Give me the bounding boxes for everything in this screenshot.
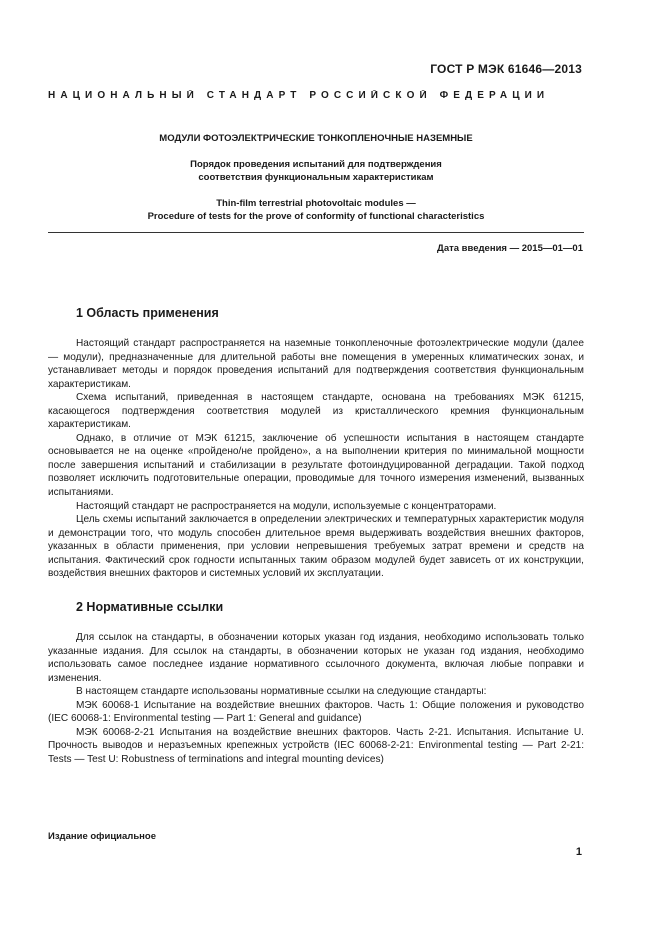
- national-standard-title: НАЦИОНАЛЬНЫЙ СТАНДАРТ РОССИЙСКОЙ ФЕДЕРАЦИИ: [48, 90, 550, 101]
- paragraph: Для ссылок на стандарты, в обозначении которых указан год издания, необходимо использовать только указанные издания. Для ссылок на стандарты, в обозначении которых не указан год издания, необходимо использовать самое последнее издание нормативного ссылочного документа, включая любые поправки и изменения.: [48, 632, 584, 684]
- paragraph: Настоящий стандарт не распространяется на модули, используемые с концентраторами.: [76, 500, 497, 512]
- english-title-line: Thin-film terrestrial photovoltaic modules —: [216, 198, 416, 209]
- standard-subtitle: [48, 158, 584, 184]
- paragraph: Настоящий стандарт распространяется на наземные тонкопленочные фотоэлектрические модули (далее — модули), предназначенные для длительной работы вне помещения в умеренных климатических зонах, и устанавливает методы и порядок проведения испытаний для подтверждения соответствия функциональным характеристикам.: [48, 338, 584, 390]
- separator-line: [48, 232, 584, 233]
- paragraph: Схема испытаний, приведенная в настоящем стандарте, основана на требованиях МЭК 61215, касающегося подтверждения соответствия модулей из кристаллического кремния функциональным характеристикам.: [48, 392, 584, 431]
- paragraph: В настоящем стандарте использованы нормативные ссылки на следующие стандарты:: [76, 686, 487, 698]
- page-number: 1: [575, 846, 582, 858]
- paragraph: Цель схемы испытаний заключается в определении электрических и температурных характеристик модуля и демонстрации того, что модуль способен длительное время выдерживать воздействия внешних факторов, указанных в области применения, при условии непревышения требуемых затрат времени и средств на испытания. Фактический срок годности испытанных таким образом модулей будет зависеть от их конструкции, воздействия внешних факторов и системных условий их эксплуатации.: [48, 514, 584, 580]
- section-heading: 2 Нормативные ссылки: [76, 600, 224, 614]
- standard-title: МОДУЛИ ФОТОЭЛЕКТРИЧЕСКИЕ ТОНКОПЛЕНОЧНЫЕ НАЗЕМНЫЕ: [159, 133, 473, 144]
- english-title-line: Procedure of tests for the prove of conformity of functional characteristics: [147, 211, 485, 222]
- introduction-date: Дата введения — 2015—01—01: [437, 243, 583, 254]
- document-code: ГОСТ Р МЭК 61646—2013: [430, 62, 582, 76]
- subtitle-line: Порядок проведения испытаний для подтверждения: [190, 159, 442, 170]
- subtitle-line: соответствия функциональным характеристикам: [198, 172, 434, 183]
- paragraph: Однако, в отличие от МЭК 61215, заключение об успешности испытания в настоящем стандарте основывается не на оценке «пройдено/не пройдено», а на выполнении критерия по минимальной мощности после завершения испытаний и стабилизации в результате фотоиндуцированной деградации. Такой подход позволяет исключить подготовительные операции, проводимые для точного измерения изменений, вызванных испытаниями.: [48, 432, 584, 499]
- section-heading: 1 Область применения: [76, 306, 219, 320]
- section-normative-references: [48, 600, 584, 766]
- english-title: [48, 197, 584, 223]
- paragraph: МЭК 60068-1 Испытание на воздействие внешних факторов. Часть 1: Общие положения и руководство (IEC 60068-1: Environmental testing — Part 1: General and guidance): [48, 699, 584, 725]
- paragraph: МЭК 60068-2-21 Испытания на воздействие внешних факторов. Часть 2-21. Испытания. Испытание U. Прочность выводов и неразъемных крепежных устройств (IEC 60068-2-21: Environmental testing — Part 2-21: Tests — Test U: Robustness of terminations and integral mounting devices): [48, 726, 584, 765]
- edition-label: Издание официальное: [48, 831, 156, 842]
- section-scope: [48, 306, 584, 581]
